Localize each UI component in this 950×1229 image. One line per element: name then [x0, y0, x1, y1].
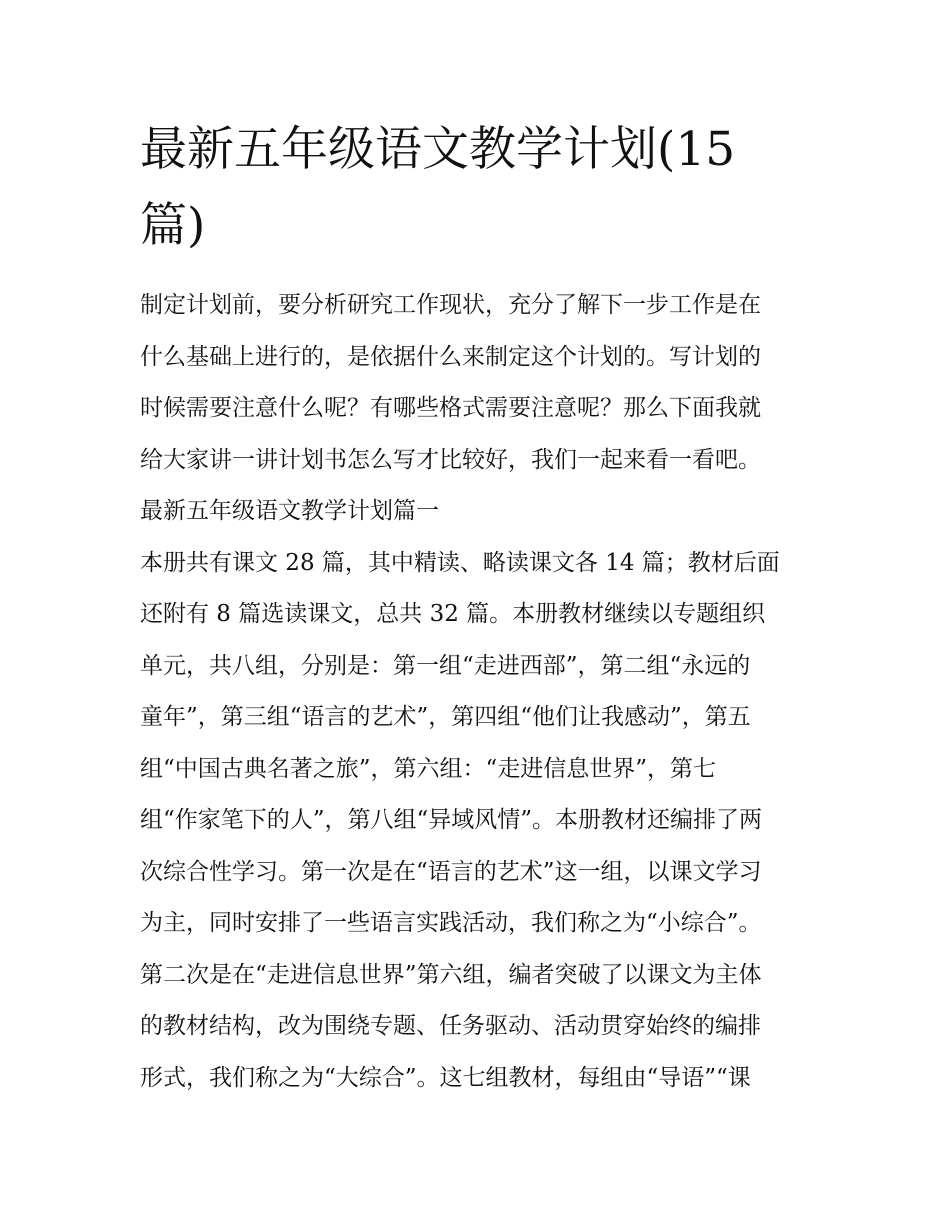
text-line: 什么基础上进行的，是依据什么来制定这个计划的。写计划的 — [140, 343, 761, 370]
text-line: 时候需要注意什么呢？有哪些格式需要注意呢？那么下面我就 — [140, 395, 761, 421]
text-line: 制定计划前，要分析研究工作现状，充分了解下一步工作是在 — [140, 292, 761, 318]
text-line: 组“中国古典名著之旅”，第六组：“走进信息世界”，第七 — [140, 755, 717, 782]
text-line: 第二次是在“走进信息世界”第六组，编者突破了以课文为主体 — [140, 961, 762, 988]
document-body — [140, 280, 820, 1104]
document-title — [140, 112, 820, 264]
text-line: 童年”，第三组“语言的艺术”，第四组“他们让我感动”，第五 — [140, 704, 751, 730]
text-line: 本册共有课文 28 篇，其中精读、略读课文各 14 篇；教材后面 — [140, 549, 780, 576]
text-line: 的教材结构，改为围绕专题、任务驱动、活动贯穿始终的编排 — [140, 1013, 761, 1039]
title-line: 篇) — [140, 198, 206, 253]
text-line: 次综合性学习。第一次是在“语言的艺术”这一组，以课文学习 — [140, 858, 762, 885]
text-line: 形式，我们称之为“大综合”。这七组教材，每组由“导语”“课 — [140, 1064, 751, 1091]
text-line: 单元，共八组，分别是：第一组“走进西部”，第二组“永远的 — [140, 652, 751, 679]
section-heading: 最新五年级语文教学计划篇一 — [140, 498, 439, 524]
text-line: 还附有 8 篇选读课文，总共 32 篇。本册教材继续以专题组织 — [140, 601, 766, 627]
text-line: 为主，同时安排了一些语言实践活动，我们称之为“小综合”。 — [140, 910, 762, 936]
text-line: 给大家讲一讲计划书怎么写才比较好，我们一起来看一看吧。 — [140, 446, 761, 473]
title-line: 最新五年级语文教学计划(15 — [140, 122, 736, 177]
text-line: 组“作家笔下的人”，第八组“异域风情”。本册教材还编排了两 — [140, 807, 763, 833]
